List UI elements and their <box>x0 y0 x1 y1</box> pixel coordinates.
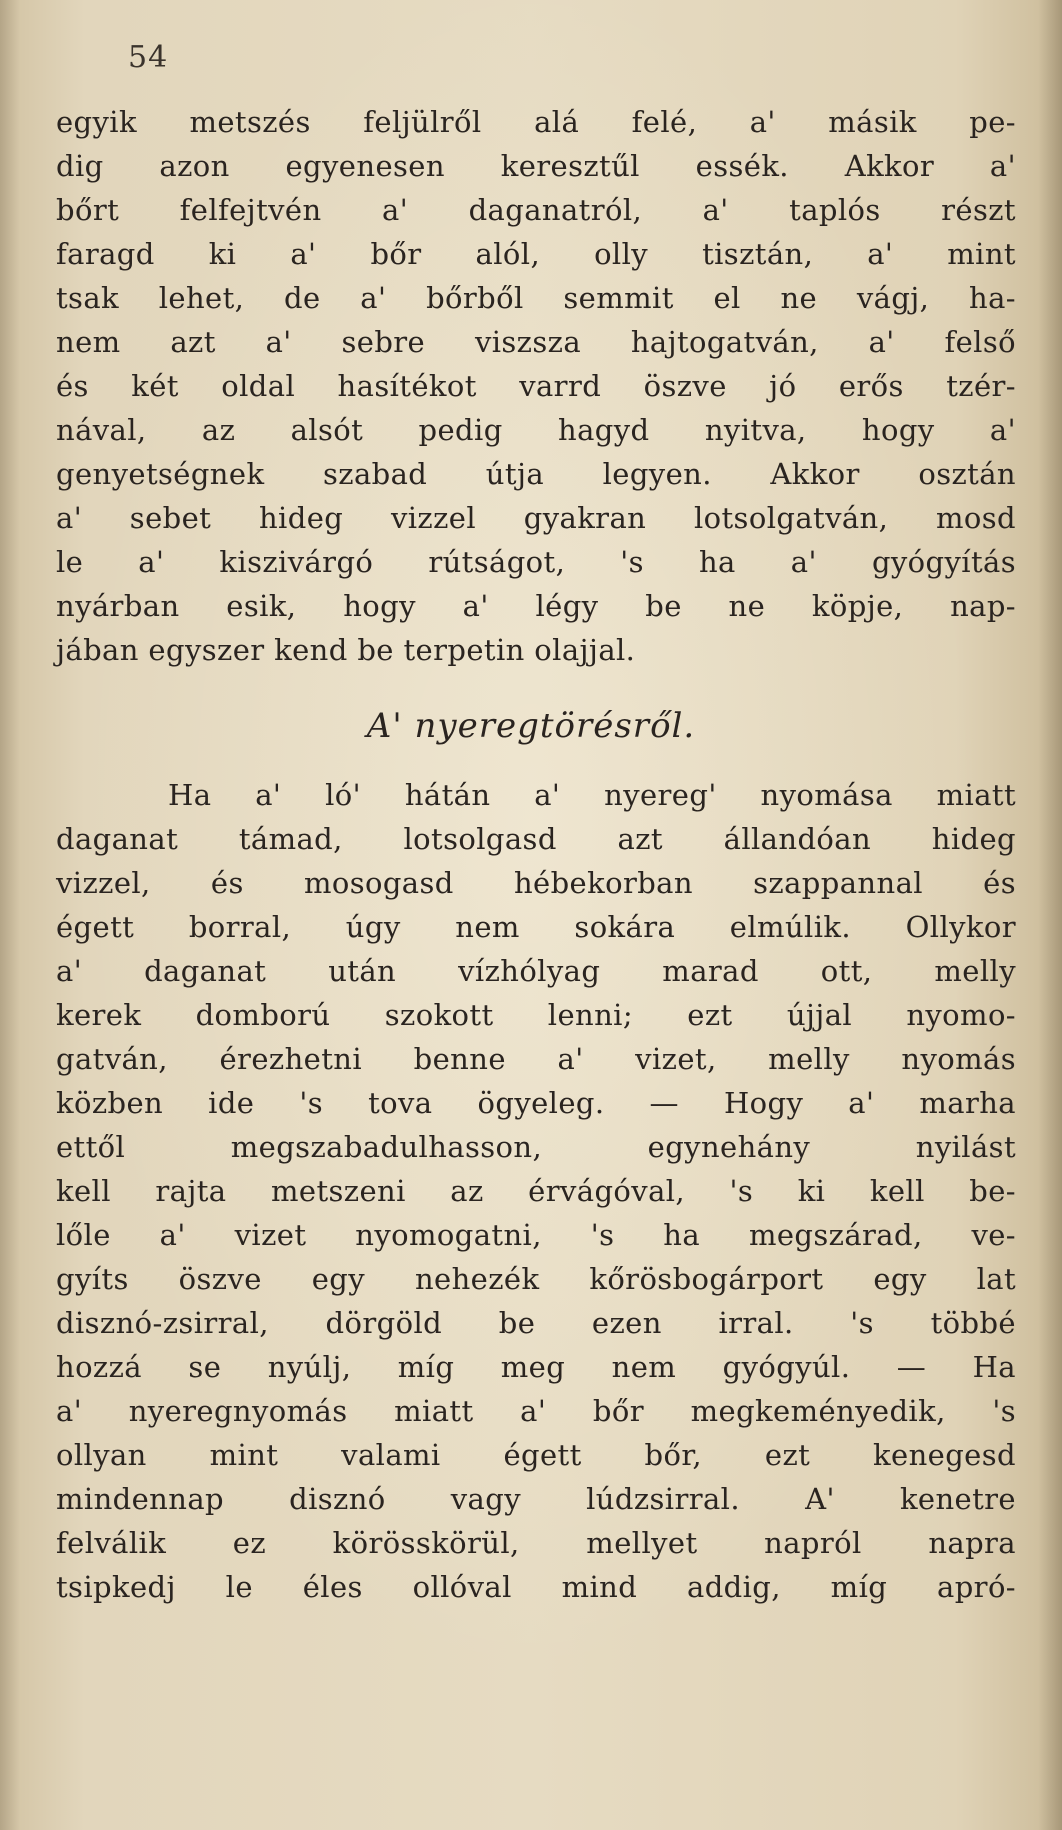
text-line: jában egyszer kend be terpetin olajjal. <box>56 633 636 667</box>
page-shadow-right <box>1038 0 1062 1830</box>
text-line: kell rajta metszeni az érvágóval, 's ki kell be- <box>56 1174 1016 1208</box>
text-line: a' nyeregnyomás miatt a' bőr megkeményedik, 's <box>56 1394 1016 1428</box>
paragraph-two <box>56 773 1016 1609</box>
section-heading: A' nyeregtörésről. <box>366 706 696 746</box>
text-line: ettől megszabadulhasson, egynehány nyilást <box>56 1130 1016 1164</box>
text-line: tsak lehet, de a' bőrből semmit el ne vágj, ha- <box>56 281 1016 315</box>
text-line: lőle a' vizet nyomogatni, 's ha megszárad, ve- <box>56 1218 1016 1252</box>
text-line: mindennap disznó vagy lúdzsirral. A' kenetre <box>56 1482 1016 1516</box>
text-line: vizzel, és mosogasd hébekorban szappannal és <box>56 866 1016 900</box>
text-line: egyik metszés feljülről alá felé, a' másik pe- <box>56 105 1016 139</box>
text-line: disznó-zsirral, dörgöld be ezen irral. 's többé <box>56 1306 1016 1340</box>
text-line: nyárban esik, hogy a' légy be ne köpje, nap- <box>56 589 1016 623</box>
text-line: és két oldal hasítékot varrd öszve jó erős tzér- <box>56 369 1016 403</box>
text-line: égett borral, úgy nem sokára elmúlik. Ollykor <box>56 910 1016 944</box>
text-line: bőrt felfejtvén a' daganatról, a' taplós részt <box>56 193 1016 227</box>
text-line: dig azon egyenesen keresztűl essék. Akkor a' <box>56 149 1016 183</box>
page-shadow-left <box>0 0 20 1830</box>
text-line: Ha a' ló' hátán a' nyereg' nyomása miatt <box>168 778 1016 812</box>
paragraph-one <box>56 100 1016 672</box>
text-line: genyetségnek szabad útja legyen. Akkor osztán <box>56 457 1016 491</box>
page-number: 54 <box>128 40 169 75</box>
text-line: tsipkedj le éles ollóval mind addig, míg apró- <box>56 1570 1016 1604</box>
text-line: nával, az alsót pedig hagyd nyitva, hogy a' <box>56 413 1016 447</box>
text-line: kerek domború szokott lenni; ezt újjal nyomo- <box>56 998 1016 1032</box>
text-line: gatván, érezhetni benne a' vizet, melly nyomás <box>56 1042 1016 1076</box>
text-line: faragd ki a' bőr alól, olly tisztán, a' mint <box>56 237 1016 271</box>
text-line: gyíts öszve egy nehezék kőrösbogárport egy lat <box>56 1262 1016 1296</box>
text-line: felválik ez körösskörül, mellyet napról napra <box>56 1526 1016 1560</box>
text-line: nem azt a' sebre viszsza hajtogatván, a' felső <box>56 325 1016 359</box>
text-line: le a' kiszivárgó rútságot, 's ha a' gyógyítás <box>56 545 1016 579</box>
text-line: daganat támad, lotsolgasd azt állandóan hideg <box>56 822 1016 856</box>
text-line: hozzá se nyúlj, míg meg nem gyógyúl. — Ha <box>56 1350 1016 1384</box>
text-line: a' sebet hideg vizzel gyakran lotsolgatván, mosd <box>56 501 1016 535</box>
text-line: a' daganat után vízhólyag marad ott, melly <box>56 954 1016 988</box>
text-line: közben ide 's tova ögyeleg. — Hogy a' marha <box>56 1086 1016 1120</box>
text-line: ollyan mint valami égett bőr, ezt kenegesd <box>56 1438 1016 1472</box>
